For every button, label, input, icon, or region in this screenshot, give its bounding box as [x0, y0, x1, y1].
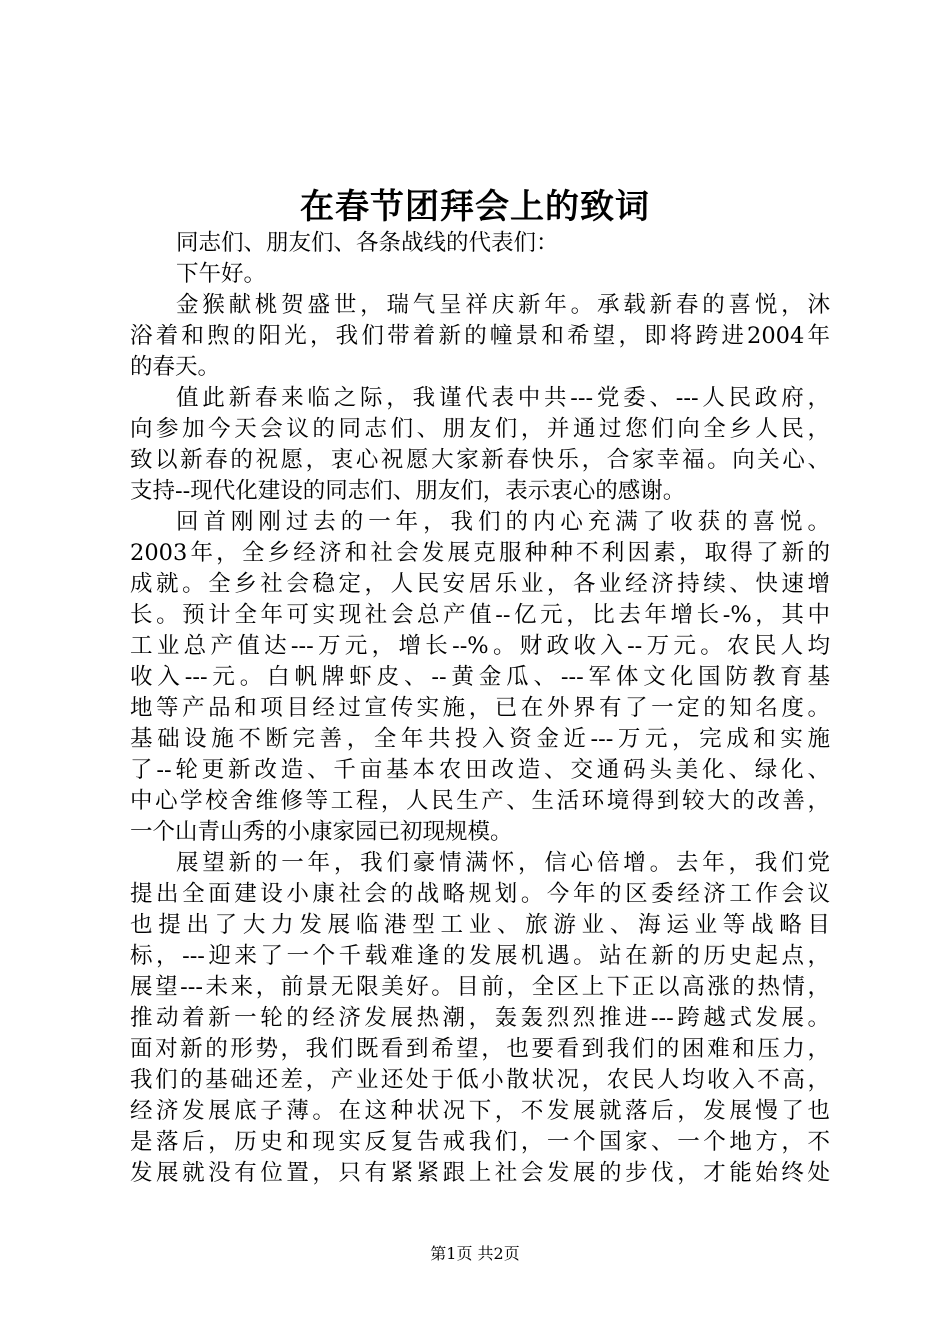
body-line: 标，---迎来了一个千载难逢的发展机遇。站在新的历史起点， — [130, 943, 830, 969]
body-line: 展望---未来，前景无限美好。目前，全区上下正以高涨的热情， — [130, 974, 830, 1000]
body-line: 面对新的形势，我们既看到希望，也要看到我们的困难和压力， — [130, 1036, 830, 1062]
body-line: 地等产品和项目经过宣传实施，已在外界有了一定的知名度。 — [130, 695, 830, 721]
document-body — [130, 228, 830, 1189]
body-line: 提出全面建设小康社会的战略规划。今年的区委经济工作会议 — [130, 881, 830, 907]
body-line: 推动着新一轮的经济发展热潮，轰轰烈烈推进---跨越式发展。 — [130, 1005, 830, 1031]
body-line: 同志们、朋友们、各条战线的代表们： — [176, 230, 559, 256]
body-line: 成就。全乡社会稳定，人民安居乐业，各业经济持续、快速增 — [130, 571, 830, 597]
body-line: 也提出了大力发展临港型工业、旅游业、海运业等战略目 — [130, 912, 830, 938]
body-line: 支持--现代化建设的同志们、朋友们，表示衷心的感谢。 — [130, 478, 686, 504]
body-line: 发展就没有位置，只有紧紧跟上社会发展的步伐，才能始终处 — [130, 1160, 830, 1186]
page-footer: 第1页 共2页 — [430, 1244, 520, 1263]
body-line: 值此新春来临之际，我谨代表中共---党委、---人民政府， — [176, 385, 830, 411]
body-line: 中心学校舍维修等工程，人民生产、生活环境得到较大的改善， — [130, 788, 830, 814]
body-line: 致以新春的祝愿，衷心祝愿大家新春快乐，合家幸福。向关心、 — [130, 447, 830, 473]
body-line: 是落后，历史和现实反复告戒我们，一个国家、一个地方，不 — [130, 1129, 830, 1155]
body-line: 展望新的一年，我们豪情满怀，信心倍增。去年，我们党 — [176, 850, 830, 876]
body-line: 基础设施不断完善，全年共投入资金近---万元，完成和实施 — [130, 726, 830, 752]
body-line: 向参加今天会议的同志们、朋友们，并通过您们向全乡人民， — [130, 416, 830, 442]
body-line: 经济发展底子薄。在这种状况下，不发展就落后，发展慢了也 — [130, 1098, 830, 1124]
body-line: 浴着和煦的阳光，我们带着新的幢景和希望，即将跨进2004年 — [130, 323, 830, 349]
body-line: 收入---元。白帆牌虾皮、--黄金瓜、---军体文化国防教育基 — [130, 664, 830, 690]
body-line: 长。预计全年可实现社会总产值--亿元，比去年增长-%，其中 — [130, 602, 830, 628]
body-line: 回首刚刚过去的一年，我们的内心充满了收获的喜悦。 — [176, 509, 830, 535]
body-line: 的春天。 — [130, 354, 221, 380]
body-line: 我们的基础还差，产业还处于低小散状况，农民人均收入不高， — [130, 1067, 830, 1093]
body-line: 金猴献桃贺盛世，瑞气呈祥庆新年。承载新春的喜悦，沐 — [176, 292, 830, 318]
body-line: 2003年，全乡经济和社会发展克服种种不利因素，取得了新的 — [130, 540, 830, 566]
body-line: 工业总产值达---万元，增长--%。财政收入--万元。农民人均 — [130, 633, 830, 659]
body-line: 一个山青山秀的小康家园已初现规模。 — [130, 819, 513, 845]
body-line: 了--轮更新改造、千亩基本农田改造、交通码头美化、绿化、 — [130, 757, 830, 783]
body-line: 下午好。 — [176, 261, 267, 287]
page-title: 在春节团拜会上的致词 — [300, 187, 650, 227]
